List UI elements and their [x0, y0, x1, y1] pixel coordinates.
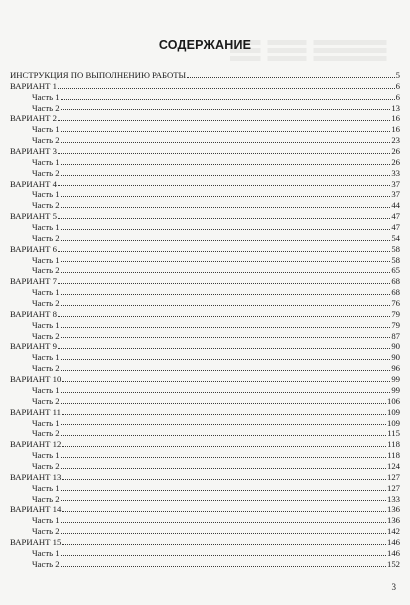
toc-entry-label: Часть 2: [32, 395, 60, 406]
dot-leader: [61, 521, 386, 523]
toc-entry-page: 68: [391, 287, 400, 298]
toc-entry: [10, 537, 400, 548]
toc-entry-page: 99: [391, 384, 400, 395]
toc-entry-page: 118: [387, 450, 400, 461]
toc-subentry: [10, 168, 400, 179]
toc-entry-label: ВАРИАНТ 2: [10, 113, 57, 124]
toc-entry-page: 133: [386, 493, 400, 504]
dot-leader: [61, 467, 386, 469]
toc-entry-label: ВАРИАНТ 5: [10, 211, 57, 222]
dot-leader: [61, 554, 386, 556]
toc-subentry: [10, 526, 400, 537]
toc-entry-label: Часть 1: [32, 515, 60, 526]
toc-entry-label: Часть 1: [32, 450, 60, 461]
toc-entry-page: 118: [387, 439, 400, 450]
page-title: СОДЕРЖАНИЕ: [158, 38, 252, 52]
toc-subentry: [10, 494, 400, 505]
page-number: 3: [391, 582, 396, 592]
dot-leader: [58, 152, 390, 154]
toc-entry: [10, 374, 400, 385]
toc-entry-page: 44: [391, 200, 400, 211]
toc-entry: [10, 439, 400, 450]
toc-entry: [10, 146, 400, 157]
toc-entry-label: Часть 1: [32, 417, 60, 428]
toc-subentry: [10, 92, 400, 103]
toc-entry-page: 79: [391, 319, 400, 330]
toc-entry-label: ВАРИАНТ 11: [10, 406, 62, 417]
dot-leader: [61, 423, 386, 425]
toc-entry-label: Часть 1: [32, 91, 60, 102]
toc-entry-label: Часть 2: [32, 330, 60, 341]
toc-entry-page: 87: [391, 330, 400, 341]
dot-leader: [61, 228, 391, 230]
toc-subentry: [10, 559, 400, 570]
toc-entry-label: ВАРИАНТ 9: [10, 341, 57, 352]
toc-entry-label: Часть 2: [32, 135, 60, 146]
toc-entry-page: 65: [391, 265, 400, 276]
toc-entry-page: 90: [391, 341, 400, 352]
dot-leader: [62, 510, 386, 512]
toc-entry-page: 26: [391, 156, 400, 167]
toc-entry-page: 6: [395, 91, 400, 102]
toc-entry-label: ВАРИАНТ 4: [10, 178, 57, 189]
toc-subentry: [10, 331, 400, 342]
toc-subentry: [10, 265, 400, 276]
toc-subentry: [10, 483, 400, 494]
dot-leader: [61, 304, 391, 306]
toc-entry: [10, 179, 400, 190]
dot-leader: [61, 402, 386, 404]
toc-entry-label: Часть 1: [32, 352, 60, 363]
toc-subentry: [10, 363, 400, 374]
toc-entry-page: 54: [391, 232, 400, 243]
dot-leader: [61, 98, 395, 100]
toc-entry-page: 90: [391, 352, 400, 363]
toc-entry-label: ВАРИАНТ 15: [10, 536, 62, 547]
toc-entry-label: Часть 2: [32, 493, 60, 504]
toc-entry-label: Часть 1: [32, 287, 60, 298]
toc-subentry: [10, 189, 400, 200]
dot-leader: [61, 174, 391, 176]
toc-entry-label: Часть 2: [32, 558, 60, 569]
dot-leader: [58, 250, 390, 252]
dot-leader: [61, 206, 391, 208]
toc-subentry: [10, 461, 400, 472]
toc-entry-label: Часть 2: [32, 265, 60, 276]
toc-entry: [10, 211, 400, 222]
toc-subentry: [10, 298, 400, 309]
toc-entry-page: 109: [386, 406, 400, 417]
toc-entry-label: Часть 2: [32, 167, 60, 178]
toc-entry-label: Часть 1: [32, 547, 60, 558]
toc-entry: [10, 276, 400, 287]
toc-entry-label: ВАРИАНТ 8: [10, 308, 57, 319]
toc-subentry: [10, 385, 400, 396]
toc-entry-label: Часть 1: [32, 254, 60, 265]
toc-entry-page: 33: [391, 167, 400, 178]
toc-entry-page: 79: [391, 308, 400, 319]
toc-entry-label: ВАРИАНТ 1: [10, 80, 57, 91]
toc-entry: [10, 407, 400, 418]
toc-entry-page: 76: [391, 298, 400, 309]
toc-entry-label: Часть 2: [32, 460, 60, 471]
toc-entry-page: 13: [391, 102, 400, 113]
table-of-contents: [10, 70, 400, 570]
toc-subentry: [10, 124, 400, 135]
dot-leader: [58, 347, 390, 349]
toc-entry-page: 136: [386, 504, 400, 515]
toc-entry-page: 152: [386, 558, 400, 569]
dot-leader: [61, 391, 391, 393]
toc-entry-page: 26: [391, 146, 400, 157]
dot-leader: [61, 195, 391, 197]
toc-entry-page: 58: [391, 254, 400, 265]
toc-entry-page: 68: [391, 276, 400, 287]
dot-leader: [58, 217, 390, 219]
toc-subentry: [10, 428, 400, 439]
dot-leader: [61, 163, 391, 165]
toc-entry-label: ВАРИАНТ 6: [10, 243, 57, 254]
toc-subentry: [10, 200, 400, 211]
toc-entry-label: Часть 1: [32, 384, 60, 395]
toc-entry-page: 106: [386, 395, 400, 406]
dot-leader: [62, 445, 386, 447]
toc-entry-page: 58: [391, 243, 400, 254]
toc-entry-page: 146: [386, 536, 400, 547]
toc-entry-page: 146: [386, 547, 400, 558]
toc-subentry: [10, 222, 400, 233]
toc-entry-page: 47: [391, 222, 400, 233]
dot-leader: [62, 413, 386, 415]
toc-subentry: [10, 320, 400, 331]
toc-entry-label: Часть 2: [32, 102, 60, 113]
toc-entry: [10, 472, 400, 483]
dot-leader: [61, 260, 391, 262]
toc-entry: [10, 244, 400, 255]
dot-leader: [61, 456, 387, 458]
toc-subentry: [10, 515, 400, 526]
toc-entry-label: ВАРИАНТ 12: [10, 439, 62, 450]
dot-leader: [58, 119, 390, 121]
toc-entry-page: 23: [391, 135, 400, 146]
dot-leader: [61, 141, 391, 143]
toc-entry-label: Часть 1: [32, 482, 60, 493]
dot-leader: [61, 293, 391, 295]
toc-subentry: [10, 287, 400, 298]
toc-entry-label: ВАРИАНТ 13: [10, 471, 62, 482]
dot-leader: [58, 87, 395, 89]
dot-leader: [61, 499, 386, 501]
toc-entry-label: Часть 1: [32, 189, 60, 200]
dot-leader: [61, 336, 391, 338]
toc-entry-page: 37: [391, 189, 400, 200]
toc-entry-page: 124: [386, 460, 400, 471]
dot-leader: [61, 565, 386, 567]
toc-entry-page: 115: [387, 428, 400, 439]
dot-leader: [58, 184, 390, 186]
toc-entry-page: 96: [391, 363, 400, 374]
toc-entry-page: 16: [391, 113, 400, 124]
toc-entry-page: 5: [395, 70, 400, 80]
toc-entry-label: ВАРИАНТ 10: [10, 374, 62, 385]
toc-entry-label: ИНСТРУКЦИЯ ПО ВЫПОЛНЕНИЮ РАБОТЫ: [10, 70, 187, 80]
toc-subentry: [10, 418, 400, 429]
toc-entry-label: ВАРИАНТ 3: [10, 146, 57, 157]
dot-leader: [61, 326, 391, 328]
toc-subentry: [10, 157, 400, 168]
dot-leader: [62, 543, 386, 545]
toc-subentry: [10, 255, 400, 266]
dot-leader: [61, 130, 391, 132]
dot-leader: [58, 315, 390, 317]
toc-entry-page: 127: [386, 471, 400, 482]
toc-subentry: [10, 352, 400, 363]
dot-leader: [187, 76, 395, 78]
toc-entry: [10, 81, 400, 92]
dot-leader: [61, 369, 391, 371]
toc-subentry: [10, 548, 400, 559]
toc-entry-label: Часть 1: [32, 319, 60, 330]
toc-entry: [10, 341, 400, 352]
dot-leader: [62, 380, 390, 382]
toc-entry-label: Часть 1: [32, 222, 60, 233]
toc-entry-label: Часть 2: [32, 428, 60, 439]
toc-entry-page: 47: [391, 211, 400, 222]
dot-leader: [61, 271, 391, 273]
toc-subentry: [10, 233, 400, 244]
toc-entry-page: 37: [391, 178, 400, 189]
toc-entry: [10, 113, 400, 124]
toc-entry-label: Часть 1: [32, 156, 60, 167]
dot-leader: [61, 532, 386, 534]
toc-entry-label: Часть 1: [32, 124, 60, 135]
toc-entry-label: Часть 2: [32, 232, 60, 243]
toc-entry-label: ВАРИАНТ 7: [10, 276, 57, 287]
toc-subentry: [10, 135, 400, 146]
toc-subentry: [10, 103, 400, 114]
toc-subentry: [10, 396, 400, 407]
dot-leader: [61, 239, 391, 241]
toc-entry-label: Часть 2: [32, 526, 60, 537]
dot-leader: [58, 282, 390, 284]
toc-entry: [10, 504, 400, 515]
toc-entry-page: 109: [386, 417, 400, 428]
dot-leader: [61, 108, 391, 110]
toc-entry-page: 142: [386, 526, 400, 537]
toc-entry-label: Часть 2: [32, 298, 60, 309]
toc-entry-label: Часть 2: [32, 200, 60, 211]
toc-entry-page: 6: [395, 80, 400, 91]
dot-leader: [61, 489, 386, 491]
toc-subentry: [10, 450, 400, 461]
toc-entry-label: Часть 2: [32, 363, 60, 374]
toc-entry-label: ВАРИАНТ 14: [10, 504, 62, 515]
toc-entry-page: 136: [386, 515, 400, 526]
dot-leader: [61, 434, 387, 436]
toc-entry: [10, 309, 400, 320]
dot-leader: [61, 358, 391, 360]
toc-entry-page: 127: [386, 482, 400, 493]
toc-entry-page: 99: [391, 374, 400, 385]
toc-entry-page: 16: [391, 124, 400, 135]
dot-leader: [62, 478, 386, 480]
toc-entry: [10, 70, 400, 81]
